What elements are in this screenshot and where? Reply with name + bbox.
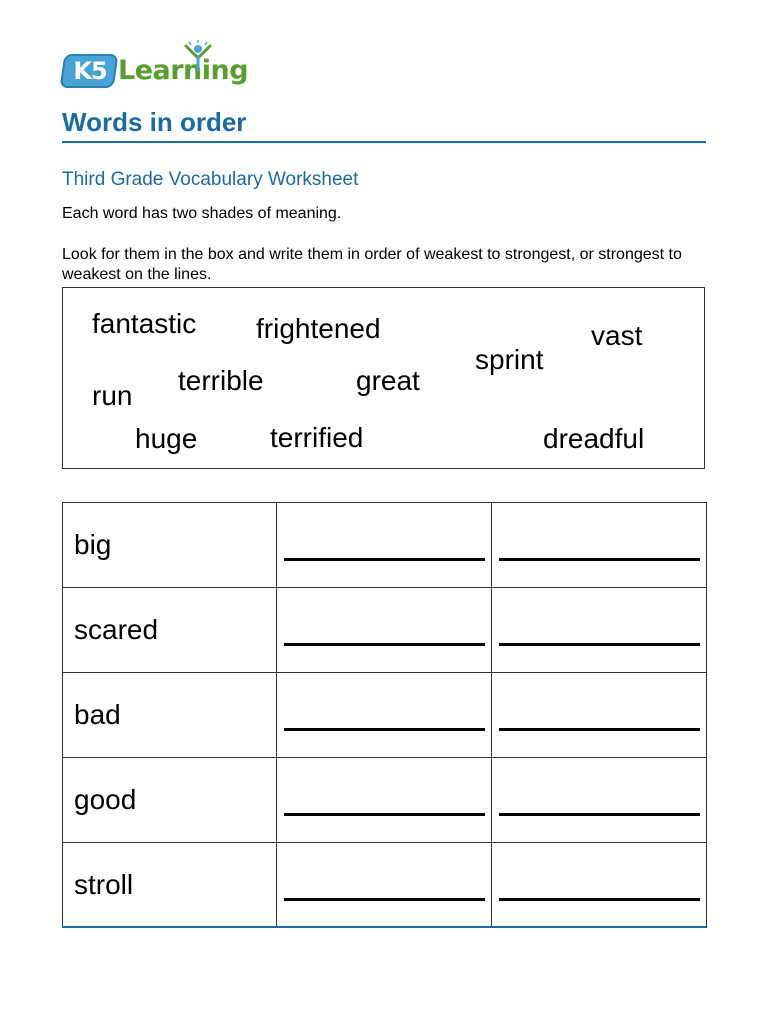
- answer-line[interactable]: [284, 728, 485, 731]
- table-row: [63, 673, 707, 758]
- row-word-cell: [63, 758, 277, 843]
- answer-cell[interactable]: [277, 588, 492, 673]
- word-bank-item: terrible: [178, 365, 264, 396]
- row-word-cell: [63, 588, 277, 673]
- word-bank-item: terrified: [270, 422, 364, 453]
- answer-cell[interactable]: [277, 843, 492, 928]
- answer-line[interactable]: [499, 728, 700, 731]
- row-word-cell: [63, 673, 277, 758]
- answer-line[interactable]: [499, 813, 700, 816]
- row-word: bad: [74, 699, 121, 730]
- word-bank-item: great: [356, 365, 420, 396]
- k5-learning-logo: [62, 40, 252, 92]
- word-bank-box: [62, 287, 705, 469]
- bottom-divider: [62, 926, 706, 928]
- table-row: [63, 588, 707, 673]
- answer-table: [62, 502, 707, 928]
- logo-figure-icon: [180, 40, 216, 72]
- answer-line[interactable]: [499, 558, 700, 561]
- answer-line[interactable]: [284, 643, 485, 646]
- table-row: [63, 843, 707, 928]
- answer-cell[interactable]: [277, 758, 492, 843]
- word-bank-item: run: [92, 380, 133, 411]
- word-bank-item: vast: [591, 320, 643, 351]
- row-word: good: [74, 784, 137, 815]
- row-word: scared: [74, 614, 159, 645]
- answer-cell[interactable]: [492, 673, 707, 758]
- logo-badge-text: K5: [73, 57, 107, 85]
- row-word: stroll: [74, 869, 134, 900]
- answer-line[interactable]: [284, 898, 485, 901]
- table-row: [63, 503, 707, 588]
- table-row: [63, 758, 707, 843]
- answer-line[interactable]: [499, 643, 700, 646]
- answer-cell[interactable]: [492, 503, 707, 588]
- word-bank-item: huge: [135, 423, 198, 454]
- page-title: Words in order: [62, 107, 247, 137]
- row-word-cell: [63, 503, 277, 588]
- word-bank-item: fantastic: [92, 308, 197, 339]
- worksheet-subtitle: Third Grade Vocabulary Worksheet: [62, 169, 359, 190]
- answer-cell[interactable]: [492, 588, 707, 673]
- answer-line[interactable]: [284, 813, 485, 816]
- row-word-cell: [63, 843, 277, 928]
- word-bank-item: sprint: [475, 344, 544, 375]
- answer-line[interactable]: [499, 898, 700, 901]
- word-bank-item: dreadful: [543, 423, 645, 454]
- answer-line[interactable]: [284, 558, 485, 561]
- instruction-1: Each word has two shades of meaning.: [62, 205, 342, 222]
- answer-cell[interactable]: [277, 673, 492, 758]
- answer-cell[interactable]: [492, 758, 707, 843]
- title-divider: [62, 141, 706, 143]
- answer-cell[interactable]: [492, 843, 707, 928]
- instruction-2: Look for them in the box and write them in order of weakest to strongest, or strongest to weakest on the lines.: [62, 246, 682, 283]
- logo-wordmark: Learning: [118, 55, 249, 86]
- row-word: big: [74, 529, 112, 560]
- word-bank-item: frightened: [256, 313, 381, 344]
- answer-cell[interactable]: [277, 503, 492, 588]
